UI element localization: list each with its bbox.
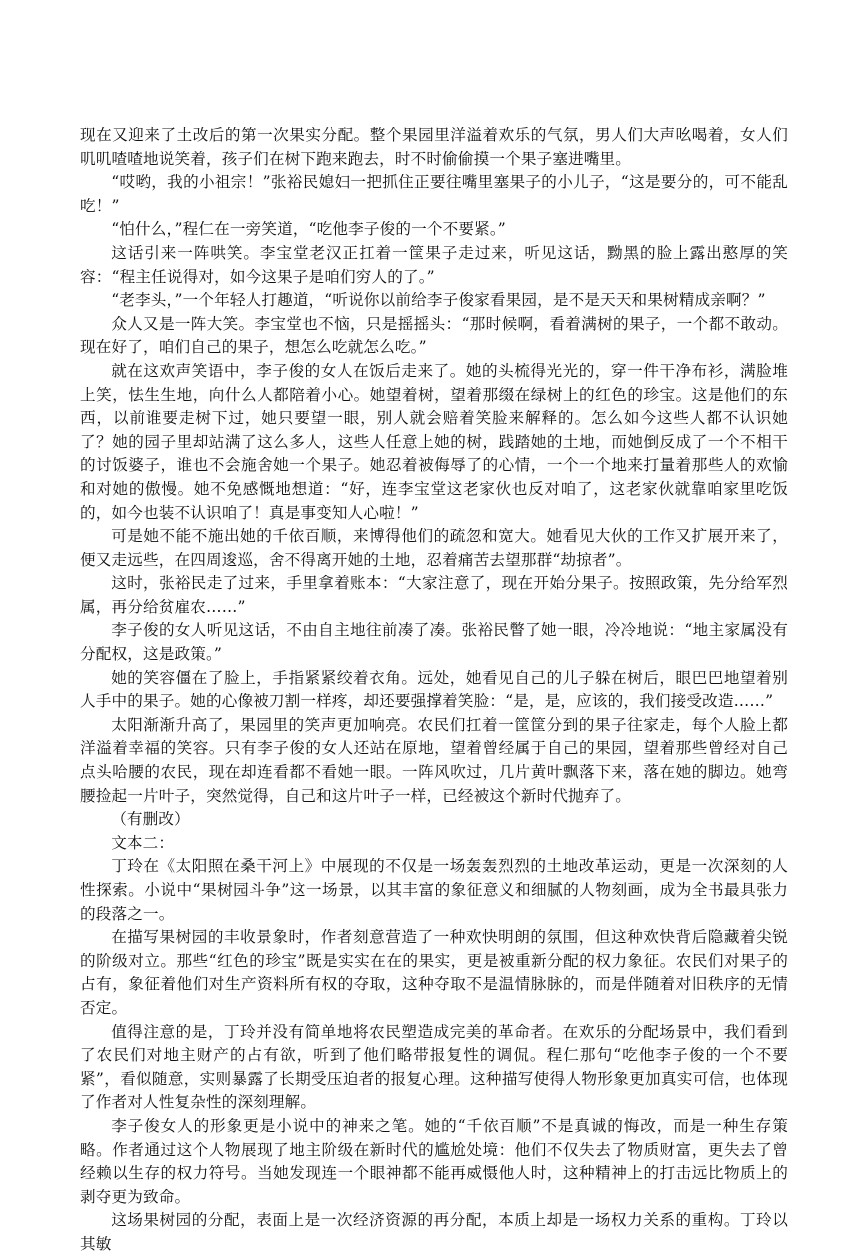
text-one-paragraph-3: “怕什么，”程仁在一旁笑道，“吃他李子俊的一个不要紧。” (111, 220, 506, 239)
text-two-paragraph-5: 这场果树园的分配，表面上是一次经济资源的再分配，本质上却是一场权力关系的重构。丁玲以其敏 (80, 1211, 788, 1253)
text-one-paragraph-5: “老李头，”一个年轻人打趣道，“听说你以前给李子俊家看果园，是不是天天和果树精成亲啊？” (111, 291, 766, 310)
text-two-paragraph-3: 值得注意的是，丁玲并没有简单地将农民塑造成完美的革命者。在欢乐的分配场景中，我们看到了农民们对地主财产的占有欲，听到了他们略带报复性的调侃。程仁那句“吃他李子俊的一个不要紧”，看似随意，实则暴露了长期受压迫者的报复心理。这种描写使得人物形象更加真实可信，也体现了作者对人性复杂性的深刻理解。 (80, 1022, 788, 1112)
text-two-paragraph-1: 丁玲在《太阳照在桑干河上》中展现的不仅是一场轰轰烈烈的土地改革运动，更是一次深刻的人性探索。小说中“果树园斗争”这一场景，以其丰富的象征意义和细腻的人物刻画，成为全书最具张力的段落之一。 (80, 857, 788, 923)
text-one-paragraph-12: 太阳渐渐升高了，果园里的笑声更加响亮。农民们扛着一筐筐分到的果子往家走，每个人脸上都洋溢着幸福的笑容。只有李子俊的女人还站在原地，望着曾经属于自己的果园，望着那些曾经对自己点头哈腰的农民，现在却连看都不看她一眼。一阵风吹过，几片黄叶飘落下来，落在她的脚边。她弯腰捡起一片叶子，突然觉得，自己和这片叶子一样，已经被这个新时代抛弃了。 (80, 715, 788, 805)
text-one-paragraph-7: 就在这欢声笑语中，李子俊的女人在饭后走来了。她的头梳得光光的，穿一件干净布衫，满脸堆上笑，怯生生地，向什么人都陪着小心。她望着树，望着那缀在绿树上的红色的珍宝。这是他们的东西，以前谁要走树下过，她只要望一眼，别人就会赔着笑脸来解释的。怎么如今这些人都不认识她了？她的园子里却站满了这么多人，这些人任意上她的树，践踏她的土地，而她倒反成了一个不相干的讨饭婆子，谁也不会施舍她一个果子。她忍着被侮辱了的心情，一个一个地来打量着那些人的欢愉和对她的傲慢。她不免感慨地想道：“好，连李宝堂这老家伙也反对咱了，这老家伙就靠咱家里吃饭的，如今也装不认识咱了！真是事变知人心啦！” (80, 361, 788, 522)
text-one-paragraph-2: “哎哟，我的小祖宗！”张裕民媳妇一把抓住正要往嘴里塞果子的小儿子，“这是要分的，可不能乱吃！” (80, 173, 788, 215)
text-one-paragraph-8: 可是她不能不施出她的千依百顺，来博得他们的疏忽和宽大。她看见大伙的工作又扩展开来了，便又走远些，在四周逡巡，舍不得离开她的土地，忍着痛苦去望那群“劫掠者”。 (80, 527, 788, 569)
text-one-paragraph-4: 这话引来一阵哄笑。李宝堂老汉正扛着一筐果子走过来，听见这话，黝黑的脸上露出憨厚的笑容：“程主任说得对，如今这果子是咱们穷人的了。” (80, 243, 788, 286)
text-two-label: 文本二： (111, 833, 175, 852)
text-two-paragraph-2: 在描写果树园的丰收景象时，作者刻意营造了一种欢快明朗的氛围，但这种欢快背后隐藏着尖锐的阶级对立。那些“红色的珍宝”既是实实在在的果实，更是被重新分配的权力象征。农民们对果子的占有，象征着他们对生产资料所有权的夺取，这种夺取不是温情脉脉的，而是伴随着对旧秩序的无情否定。 (80, 928, 788, 1017)
text-one-paragraph-9: 这时，张裕民走了过来，手里拿着账本：“大家注意了，现在开始分果子。按照政策，先分给军烈属，再分给贫雇农……” (80, 574, 788, 616)
text-two-paragraph-4: 李子俊女人的形象更是小说中的神来之笔。她的“千依百顺”不是真诚的悔改，而是一种生存策略。作者通过这个人物展现了地主阶级在新时代的尴尬处境：他们不仅失去了物质财富，更失去了曾经赖以生存的权力符号。当她发现连一个眼神都不能再威慑他人时，这种精神上的打击远比物质上的剥夺更为致命。 (80, 1116, 788, 1206)
text-one-paragraph-11: 她的笑容僵在了脸上，手指紧紧绞着衣角。远处，她看见自己的儿子躲在树后，眼巴巴地望着别人手中的果子。她的心像被刀割一样疼，却还要强撑着笑脸：“是，是，应该的，我们接受改造……” (80, 668, 788, 711)
document-page (80, 124, 788, 1257)
text-one-paragraph-6: 众人又是一阵大笑。李宝堂也不恼，只是摇摇头：“那时候啊，看着满树的果子，一个都不敢动。现在好了，咱们自己的果子，想怎么吃就怎么吃。” (80, 314, 788, 357)
revision-note: （有删改） (111, 810, 190, 829)
text-one-paragraph-10: 李子俊的女人听见这话，不由自主地往前凑了凑。张裕民瞥了她一眼，冷冷地说：“地主家属没有分配权，这是政策。” (80, 621, 788, 664)
text-one-paragraph-1: 现在又迎来了土改后的第一次果实分配。整个果园里洋溢着欢乐的气氛，男人们大声吆喝着，女人们叽叽喳喳地说笑着，孩子们在树下跑来跑去，时不时偷偷摸一个果子塞进嘴里。 (80, 126, 788, 168)
